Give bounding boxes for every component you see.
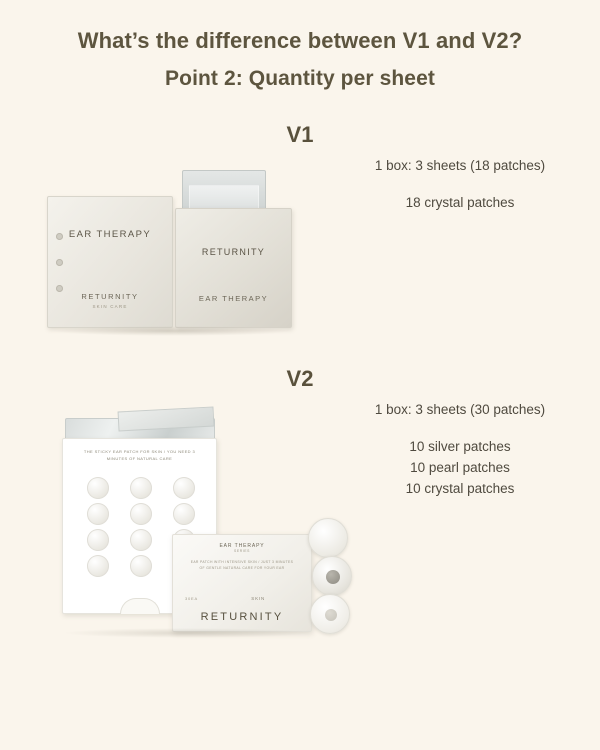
product-image-v2 (0, 392, 320, 646)
section-v1 (0, 122, 600, 340)
v2-drop-shadow (62, 628, 312, 638)
patch-core-icon (326, 570, 340, 584)
v1-sleeve-sub: RETURNITY (81, 292, 139, 301)
section-v2 (0, 366, 600, 646)
patch-dot-icon (173, 477, 195, 499)
v1-patch-line-1: 18 crystal patches (405, 195, 515, 210)
punch-hole-icon (56, 259, 63, 266)
v1-sleeve (47, 196, 173, 328)
patch-dot-icon (87, 555, 109, 577)
patch-dot-icon (130, 503, 152, 525)
v2-sheet-caption: THE STICKY EAR PATCH FOR SKIN / YOU NEED 3 MINUTES OF NATURAL CARE (83, 449, 196, 461)
v1-box-sub: EAR THERAPY (198, 294, 269, 303)
patch-dot-icon (130, 477, 152, 499)
v2-box-side-label: SKIN (251, 596, 265, 601)
v2-sheet-notch (120, 598, 160, 614)
v2-box-brand-sub: SERIES (233, 549, 251, 553)
page-title-line-2: Point 2: Quantity per sheet (165, 67, 435, 90)
specs-v2 (320, 392, 600, 502)
v2-box-count: 30EA (185, 596, 198, 601)
v1-box-contents: 1 box: 3 sheets (18 patches) (374, 158, 546, 173)
patch-dot-icon (130, 555, 152, 577)
crystal-patch-icon (308, 518, 348, 558)
v1-outer-box (175, 208, 292, 328)
infographic-page (0, 28, 600, 750)
v1-drop-shadow (52, 326, 292, 336)
patch-core-icon (325, 609, 337, 621)
version-label-v2: V2 (286, 366, 314, 391)
v2-patch-line-1: 10 silver patches (409, 439, 511, 454)
v2-box-blurb: EAR PATCH WITH INTENSIVE SKIN / JUST 3 MINUTES OF GENTLE NATURAL CARE FOR YOUR EAR (190, 560, 294, 571)
patch-dot-icon (130, 529, 152, 551)
v2-box-contents: 1 box: 3 sheets (30 patches) (374, 402, 546, 417)
v2-patch-line-3: 10 crystal patches (405, 481, 515, 496)
product-image-v1 (0, 148, 320, 340)
v2-box-bottom-brand: RETURNITY (200, 611, 284, 623)
patch-dot-icon (87, 529, 109, 551)
patch-dot-icon (173, 503, 195, 525)
v2-foil-flap (118, 407, 215, 432)
version-label-v1: V1 (286, 122, 314, 147)
punch-hole-icon (56, 285, 63, 292)
v1-box-brand: RETURNITY (201, 247, 266, 257)
v2-outer-box (172, 534, 312, 632)
v1-sleeve-brand: EAR THERAPY (68, 229, 152, 240)
patch-dot-icon (87, 503, 109, 525)
specs-v1 (320, 148, 600, 216)
v1-sleeve-sub-small: SKIN CARE (92, 304, 128, 309)
v2-patch-line-2: 10 pearl patches (410, 460, 510, 475)
v2-box-brand: EAR THERAPY (219, 543, 265, 549)
pearl-patch-icon (310, 594, 350, 634)
page-title-line-1: What’s the difference between V1 and V2? (77, 28, 523, 53)
silver-patch-icon (312, 556, 352, 596)
patch-dot-icon (87, 477, 109, 499)
